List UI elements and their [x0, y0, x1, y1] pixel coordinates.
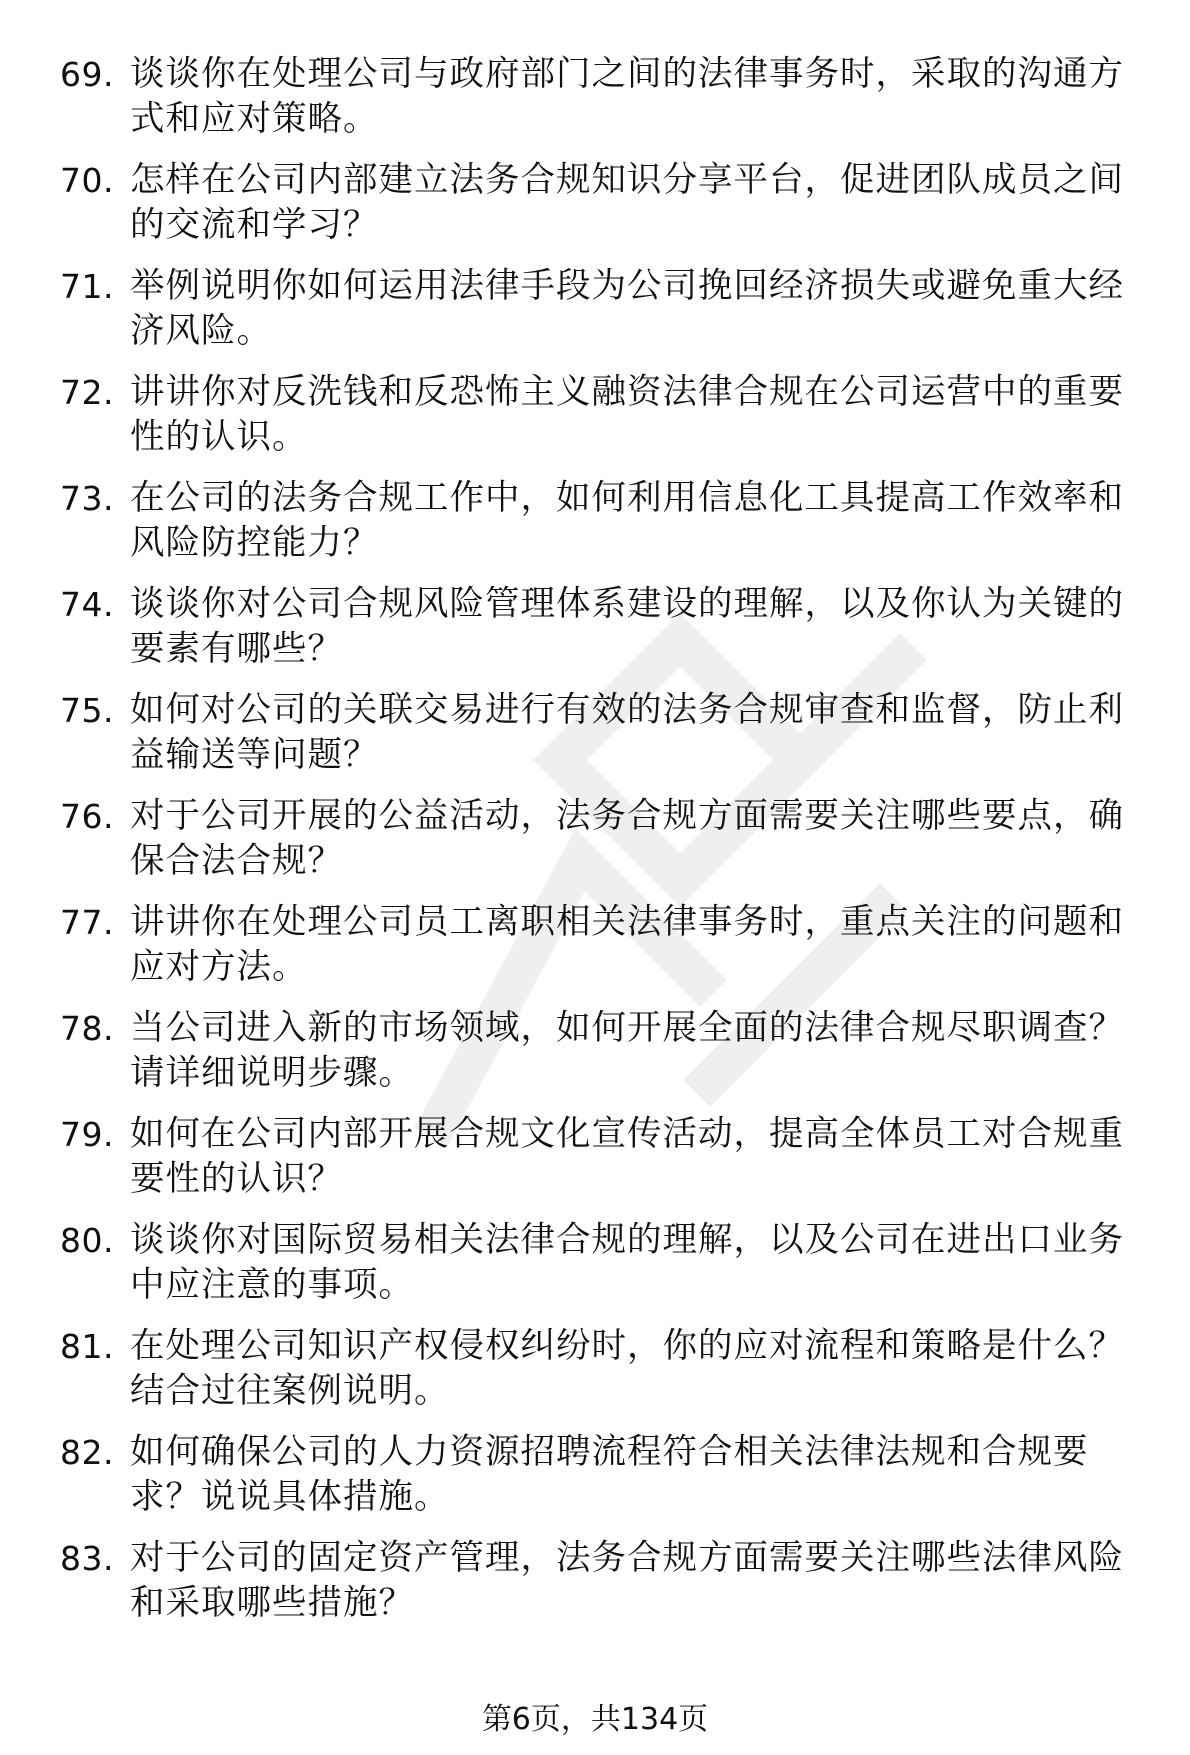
question-number: 83. [60, 1539, 114, 1578]
question-text: 举例说明你如何运用法律手段为公司挽回经济损失或避免重大经济风险。 [130, 266, 1124, 351]
question-number: 79. [60, 1115, 114, 1154]
question-item-83 [60, 1536, 1150, 1626]
question-text: 讲讲你在处理公司员工离职相关法律事务时，重点关注的问题和应对方法。 [130, 902, 1124, 987]
question-number: 81. [60, 1327, 114, 1366]
question-number: 73. [60, 479, 114, 518]
question-number: 72. [60, 373, 114, 412]
question-number: 70. [60, 161, 114, 200]
question-number: 82. [60, 1433, 114, 1472]
question-item-75 [60, 688, 1150, 778]
question-text: 讲讲你对反洗钱和反恐怖主义融资法律合规在公司运营中的重要性的认识。 [130, 372, 1124, 457]
question-text: 如何在公司内部开展合规文化宣传活动，提高全体员工对合规重要性的认识？ [130, 1114, 1124, 1199]
question-number: 69. [60, 55, 114, 94]
question-text: 对于公司开展的公益活动，法务合规方面需要关注哪些要点，确保合法合规？ [130, 796, 1124, 881]
question-text: 在处理公司知识产权侵权纠纷时，你的应对流程和策略是什么？结合过往案例说明。 [130, 1326, 1124, 1411]
question-text: 在公司的法务合规工作中，如何利用信息化工具提高工作效率和风险防控能力？ [130, 478, 1124, 563]
question-item-80 [60, 1218, 1150, 1308]
question-item-69 [60, 52, 1150, 142]
question-number: 77. [60, 903, 114, 942]
question-text: 怎样在公司内部建立法务合规知识分享平台，促进团队成员之间的交流和学习？ [130, 160, 1124, 245]
question-item-79 [60, 1112, 1150, 1202]
question-text: 如何对公司的关联交易进行有效的法务合规审查和监督，防止利益输送等问题？ [130, 690, 1124, 775]
question-number: 80. [60, 1221, 114, 1260]
question-list [60, 52, 1150, 1642]
question-item-71 [60, 264, 1150, 354]
question-item-77 [60, 900, 1150, 990]
question-number: 71. [60, 267, 114, 306]
question-item-76 [60, 794, 1150, 884]
question-item-82 [60, 1430, 1150, 1520]
question-text: 谈谈你对公司合规风险管理体系建设的理解，以及你认为关键的要素有哪些？ [130, 584, 1124, 669]
question-text: 谈谈你在处理公司与政府部门之间的法律事务时，采取的沟通方式和应对策略。 [130, 54, 1124, 139]
question-text: 对于公司的固定资产管理，法务合规方面需要关注哪些法律风险和采取哪些措施？ [130, 1538, 1124, 1623]
question-text: 谈谈你对国际贸易相关法律合规的理解，以及公司在进出口业务中应注意的事项。 [130, 1220, 1124, 1305]
question-text: 当公司进入新的市场领域，如何开展全面的法律合规尽职调查？请详细说明步骤。 [130, 1008, 1124, 1093]
question-item-81 [60, 1324, 1150, 1414]
question-item-70 [60, 158, 1150, 248]
question-number: 74. [60, 585, 114, 624]
question-text: 如何确保公司的人力资源招聘流程符合相关法律法规和合规要求？说说具体措施。 [130, 1432, 1089, 1517]
question-item-72 [60, 370, 1150, 460]
question-item-74 [60, 582, 1150, 672]
question-number: 78. [60, 1009, 114, 1048]
question-item-73 [60, 476, 1150, 566]
page-footer: 第6页，共134页 [481, 1702, 709, 1737]
question-number: 75. [60, 691, 114, 730]
question-number: 76. [60, 797, 114, 836]
question-item-78 [60, 1006, 1150, 1096]
